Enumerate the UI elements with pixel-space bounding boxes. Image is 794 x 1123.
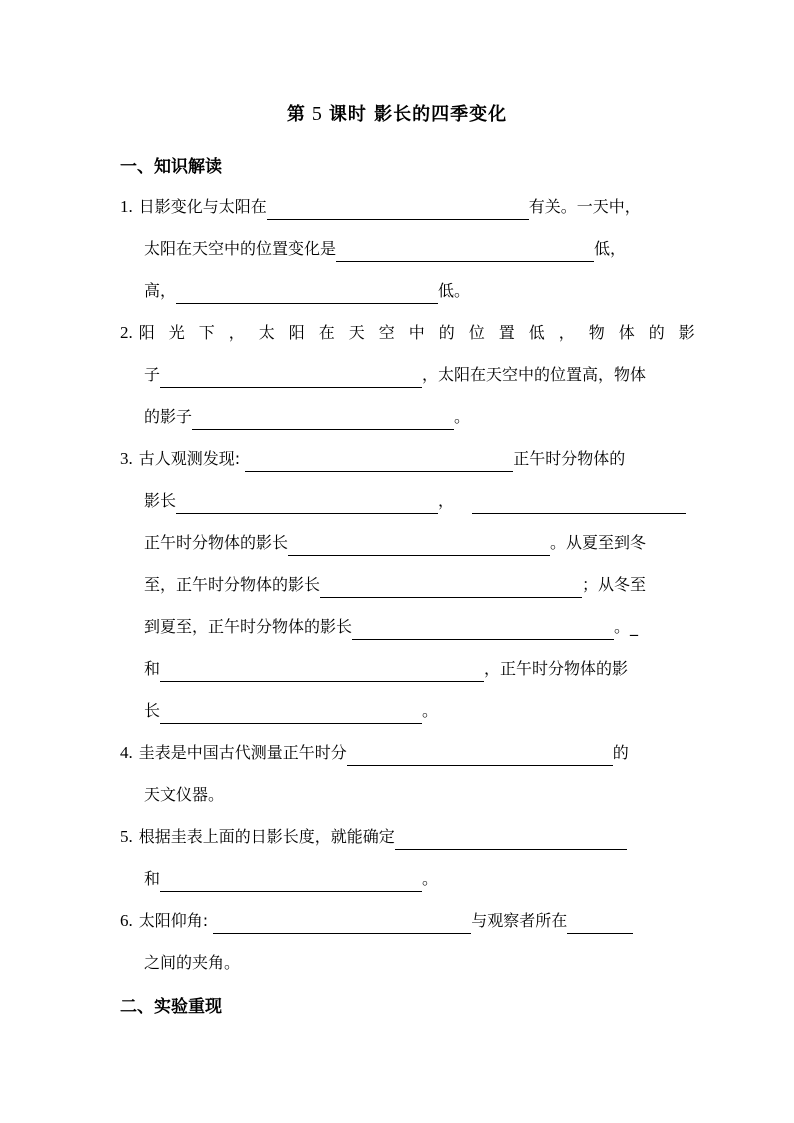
q6-blank-2[interactable]	[567, 913, 633, 934]
q2-text-e: 。	[454, 407, 471, 426]
q1-blank-1[interactable]	[267, 199, 529, 220]
q3-line5	[144, 614, 638, 640]
q3-text-j: 。_	[614, 617, 639, 636]
q4-line1	[120, 740, 629, 766]
q1-blank-3[interactable]	[176, 283, 438, 304]
q4-text-b: 的	[612, 743, 629, 762]
q3-text-k: 和	[144, 659, 161, 678]
q2-line3	[144, 404, 470, 430]
q5-number: 5.	[120, 827, 133, 846]
q5-line2	[144, 866, 438, 892]
q1-number: 1.	[120, 197, 133, 216]
q2-text-d: 的影子	[144, 407, 193, 426]
q4-text-c: 天文仪器。	[144, 785, 225, 804]
q2-line2	[144, 362, 646, 388]
q5-text-b: 和	[144, 869, 161, 888]
q3-number: 3.	[120, 449, 133, 468]
q4-blank-1[interactable]	[347, 745, 613, 766]
q3-text-b: 正午时分物体的	[513, 449, 626, 468]
q1-line2	[144, 236, 626, 262]
q3-text-f: 。从夏至到冬	[550, 533, 647, 552]
q1-line1	[120, 194, 641, 220]
q3-line6	[144, 656, 628, 682]
q2-blank-1[interactable]	[160, 367, 422, 388]
q6-text-c: 之间的夹角。	[144, 953, 241, 972]
title-suffix: 课时 影长的四季变化	[328, 104, 508, 125]
q1-text-b: 有关。一天中，	[528, 197, 641, 216]
q1-text-d: 低，	[594, 239, 627, 258]
q1-line3	[144, 278, 470, 304]
q6-blank-1[interactable]	[213, 913, 471, 934]
q2-line1	[120, 320, 709, 346]
q5-text-c: 。	[422, 869, 439, 888]
q3-blank-3[interactable]	[472, 493, 686, 514]
q2-text-b: 子	[144, 365, 161, 384]
section-heading-knowledge: 一、知识解读	[120, 157, 222, 177]
q3-blank-7[interactable]	[160, 661, 484, 682]
q3-text-g: 至，正午时分物体的影长	[144, 575, 321, 594]
q3-blank-6[interactable]	[352, 619, 614, 640]
q1-text-a: 日影变化与太阳在	[138, 197, 267, 216]
q3-blank-4[interactable]	[288, 535, 550, 556]
q3-line3	[144, 530, 646, 556]
q6-text-a: 太阳仰角:	[138, 911, 214, 930]
q3-blank-1[interactable]	[245, 451, 513, 472]
q3-line4	[144, 572, 646, 598]
q3-line2	[144, 488, 686, 514]
q5-blank-2[interactable]	[160, 871, 422, 892]
q3-blank-2[interactable]	[176, 493, 438, 514]
q3-blank-8[interactable]	[160, 703, 422, 724]
q2-blank-2[interactable]	[192, 409, 454, 430]
q1-text-e: 高，	[144, 281, 177, 300]
q3-text-a: 古人观测发现:	[138, 449, 246, 468]
page-title	[0, 100, 794, 126]
q2-number: 2.	[120, 323, 133, 342]
q2-text-c: ，太阳在天空中的位置高，物体	[422, 365, 647, 384]
q6-line2	[144, 950, 240, 976]
q3-text-d: ，	[438, 491, 455, 510]
q3-line7	[144, 698, 438, 724]
q1-text-f: 低。	[438, 281, 471, 300]
section-heading-experiment: 二、实验重现	[120, 997, 222, 1017]
q3-blank-5[interactable]	[320, 577, 582, 598]
q6-line1	[120, 908, 633, 934]
q4-number: 4.	[120, 743, 133, 762]
q3-text-m: 长	[144, 701, 161, 720]
q4-text-a: 圭表是中国古代测量正午时分	[138, 743, 347, 762]
q5-text-a: 根据圭表上面的日影长度，就能确定	[138, 827, 395, 846]
title-prefix: 第	[286, 104, 306, 125]
q1-blank-2[interactable]	[336, 241, 594, 262]
q3-text-c: 影长	[144, 491, 177, 510]
q5-blank-1[interactable]	[395, 829, 627, 850]
q3-text-l: ，正午时分物体的影	[484, 659, 629, 678]
q6-text-b: 与观察者所在	[471, 911, 568, 930]
q5-line1	[120, 824, 627, 850]
q3-text-i: 到夏至，正午时分物体的影长	[144, 617, 353, 636]
q3-text-n: 。	[422, 701, 439, 720]
title-number: 5	[311, 103, 323, 125]
q3-text-h: ；从冬至	[582, 575, 647, 594]
q4-line2	[144, 782, 224, 808]
q3-line1	[120, 446, 625, 472]
q3-text-e: 正午时分物体的影长	[144, 533, 289, 552]
q1-text-c: 太阳在天空中的位置变化是	[144, 239, 337, 258]
q6-number: 6.	[120, 911, 133, 930]
q2-text-a: 阳光下，太阳在天空中的位置低，物体的影	[138, 323, 709, 342]
